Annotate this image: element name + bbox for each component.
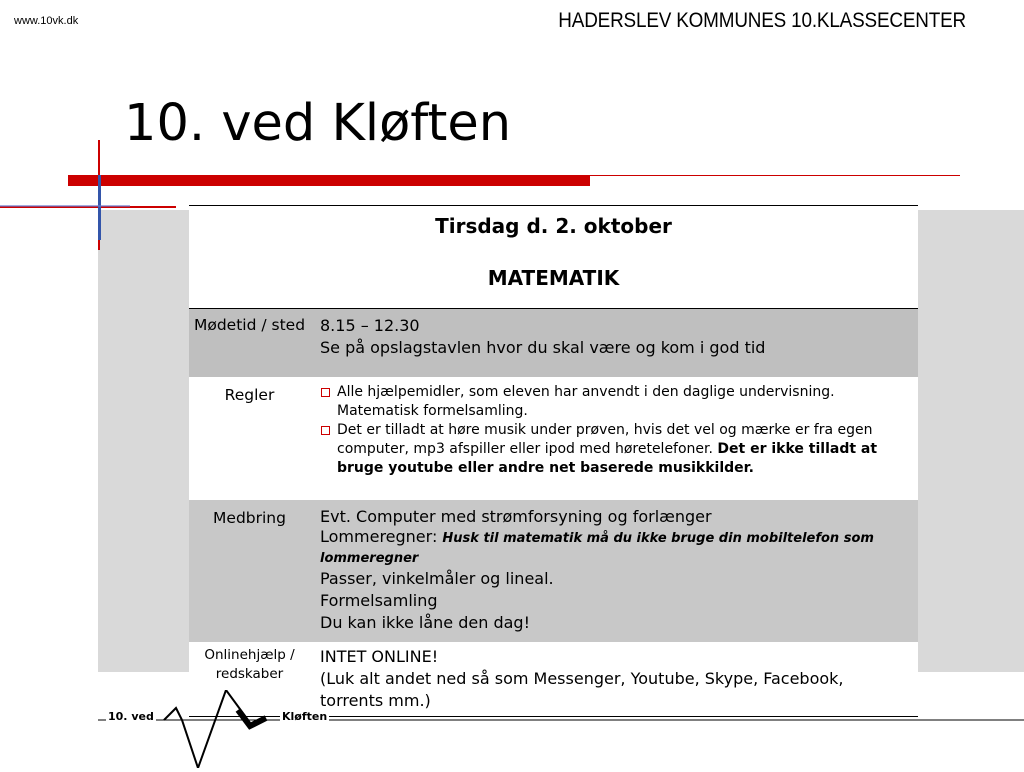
schedule-table [189,205,918,717]
row-label: Mødetid / sted [189,309,310,378]
background-white-strip [0,210,98,768]
slide-title: 10. ved Kløften [124,94,512,153]
list-item [320,421,904,478]
table-header-cell [189,206,918,309]
table-row [189,500,918,642]
bring-line: Evt. Computer med strømforsyning og forlænger [320,507,712,526]
bring-line: Passer, vinkelmåler og lineal. [320,569,554,588]
row-content [310,309,918,378]
checkbox-bullet-icon [321,426,330,435]
list-item [320,383,904,421]
header-title: HADERSLEV KOMMUNES 10.KLASSECENTER [558,9,966,32]
title-thin-line [590,175,960,176]
meeting-time: 8.15 – 12.30 [320,316,420,335]
rule-text: Det er tilladt at høre musik under prøven, hvis det vel og mærke er fra egen computer, mp3 afspiller eller ipod med høretelefoner. [337,422,873,457]
meeting-place: Se på opslagstavlen hvor du skal være og kom i god tid [320,338,766,357]
footer-logo [98,690,1024,768]
checkbox-bullet-icon [321,388,330,397]
online-line: INTET ONLINE! [320,647,439,666]
bring-line [320,528,918,568]
rule-text-wrapper [337,421,904,478]
row-label: Medbring [189,500,310,642]
table-row [189,309,918,378]
rule-bold-text: Det er ikke tilladt at bruge youtube eller andre net baserede musikkilder. [337,441,878,476]
calculator-note: Husk til matematik må du ikke bruge din mobiltelefon som lommeregner [320,531,874,566]
blue-cross-vertical [98,175,101,240]
bring-line: Du kan ikke låne den dag! [320,613,530,632]
subject-heading: MATEMATIK [487,266,620,290]
logo-left-text: 10. ved [108,710,154,723]
title-underline-bar [68,175,590,186]
table-row [189,377,918,500]
row-content [310,500,918,642]
logo-right-text: Kløften [282,710,328,723]
row-label: Onlinehjælp / redskaber [189,642,310,717]
row-content [310,377,918,500]
table-header-row [189,206,918,309]
rule-text: Alle hjælpemidler, som eleven har anvendt i den daglige undervisning. Matematisk formelsamling. [337,384,835,419]
site-url: www.10vk.dk [14,15,79,27]
date-heading: Tirsdag d. 2. oktober [435,214,672,238]
bring-line: Formelsamling [320,591,438,610]
online-line: (Luk alt andet ned så som Messenger, Youtube, Skype, Facebook, torrents mm.) [320,669,844,710]
row-label: Regler [189,377,310,500]
calculator-label: Lommeregner: [320,527,443,546]
blue-cross-horizontal [0,205,130,207]
logo-graphic [98,690,1024,768]
